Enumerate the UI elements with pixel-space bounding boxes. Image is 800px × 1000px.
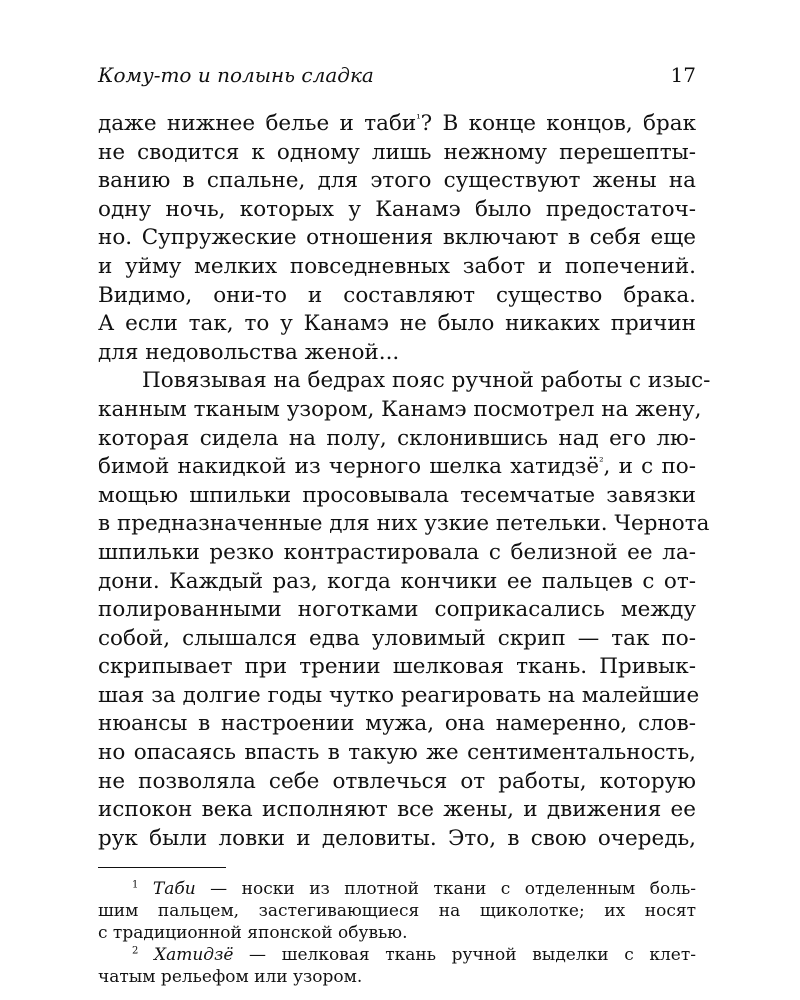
footnote-text: с традиционной японской обувью.: [98, 923, 408, 944]
text-line: ванию в спальне, для этого существуют жены на: [98, 168, 696, 194]
footnote-1: [98, 878, 696, 944]
text-line: Видимо, они-то и составляют существо брака.: [98, 282, 696, 308]
running-title: Кому-то и полынь сладка: [98, 63, 374, 87]
footnote-2: [98, 944, 696, 988]
text-line: бимой накидкой из черного шелка хатидзё$^{^2}$, и с по-: [98, 454, 696, 480]
footnote-text: шим пальцем, застегивающиеся на щиколотке; их носят: [98, 901, 696, 922]
text-line: испокон века исполняют все жены, и движения ее: [98, 797, 696, 823]
text-line: но. Супружеские отношения включают в себя еще: [98, 225, 696, 251]
text-line: одну ночь, которых у Канамэ было предостаточ-: [98, 196, 696, 222]
running-head: [98, 62, 696, 88]
text-line: скрипывает при трении шелковая ткань. Привык-: [98, 654, 696, 680]
text-line: собой, слышался едва уловимый скрип — так по-: [98, 625, 696, 651]
text-line: даже нижнее белье и таби$^{^1}$? В конце концов, брак: [98, 111, 697, 136]
footnotes: [98, 878, 696, 988]
text-line: которая сидела на полу, склонившись над его лю-: [98, 425, 696, 451]
footnote-text: — носки из плотной ткани с отделенным боль-: [195, 879, 696, 900]
footnote-marker: 2: [132, 945, 139, 957]
footnote-divider: [98, 867, 226, 868]
text-line: Повязывая на бедрах пояс ручной работы с изыс-: [142, 368, 711, 394]
text-line: но опасаясь впасть в такую же сентиментальность,: [98, 740, 696, 766]
footnote-term: Хатидзё: [154, 945, 234, 966]
footnote-ref-1: ¹: [416, 111, 421, 125]
body-text: [98, 110, 711, 853]
footnote-marker: 1: [132, 879, 139, 891]
footnote-text: — шелковая ткань ручной выделки с клет-: [233, 945, 697, 966]
book-page: [98, 62, 711, 988]
text-line: шая за долгие годы чутко реагировать на малейшие: [98, 682, 700, 708]
footnote-text: чатым рельефом или узором.: [98, 967, 363, 988]
page-number: 17: [670, 63, 696, 87]
text-line: не сводится к одному лишь нежному перешепты-: [98, 139, 696, 165]
text-line: А если так, то у Канамэ не было никаких причин: [98, 311, 696, 337]
text-line: и уйму мелких повседневных забот и попечений.: [98, 253, 696, 279]
text-line: рук были ловки и деловиты. Это, в свою очередь,: [98, 825, 696, 851]
text-line: полированными ноготками соприкасались между: [98, 597, 696, 623]
footnote-ref-2: ²: [599, 454, 604, 468]
text-line: шпильки резко контрастировала с белизной ее ла-: [98, 539, 696, 565]
text-line: нюансы в настроении мужа, она намеренно, слов-: [98, 711, 696, 737]
text-line: канным тканым узором, Канамэ посмотрел на жену,: [98, 396, 702, 422]
text-line: в предназначенные для них узкие петельки. Чернота: [98, 511, 710, 537]
text-line: мощью шпильки просовывала тесемчатые завязки: [98, 482, 696, 508]
text-line: для недовольства женой...: [98, 339, 400, 365]
text-line: дони. Каждый раз, когда кончики ее пальцев с от-: [98, 568, 696, 594]
footnote-term: Таби: [152, 879, 196, 900]
text-line: не позволяла себе отвлечься от работы, которую: [98, 768, 696, 794]
